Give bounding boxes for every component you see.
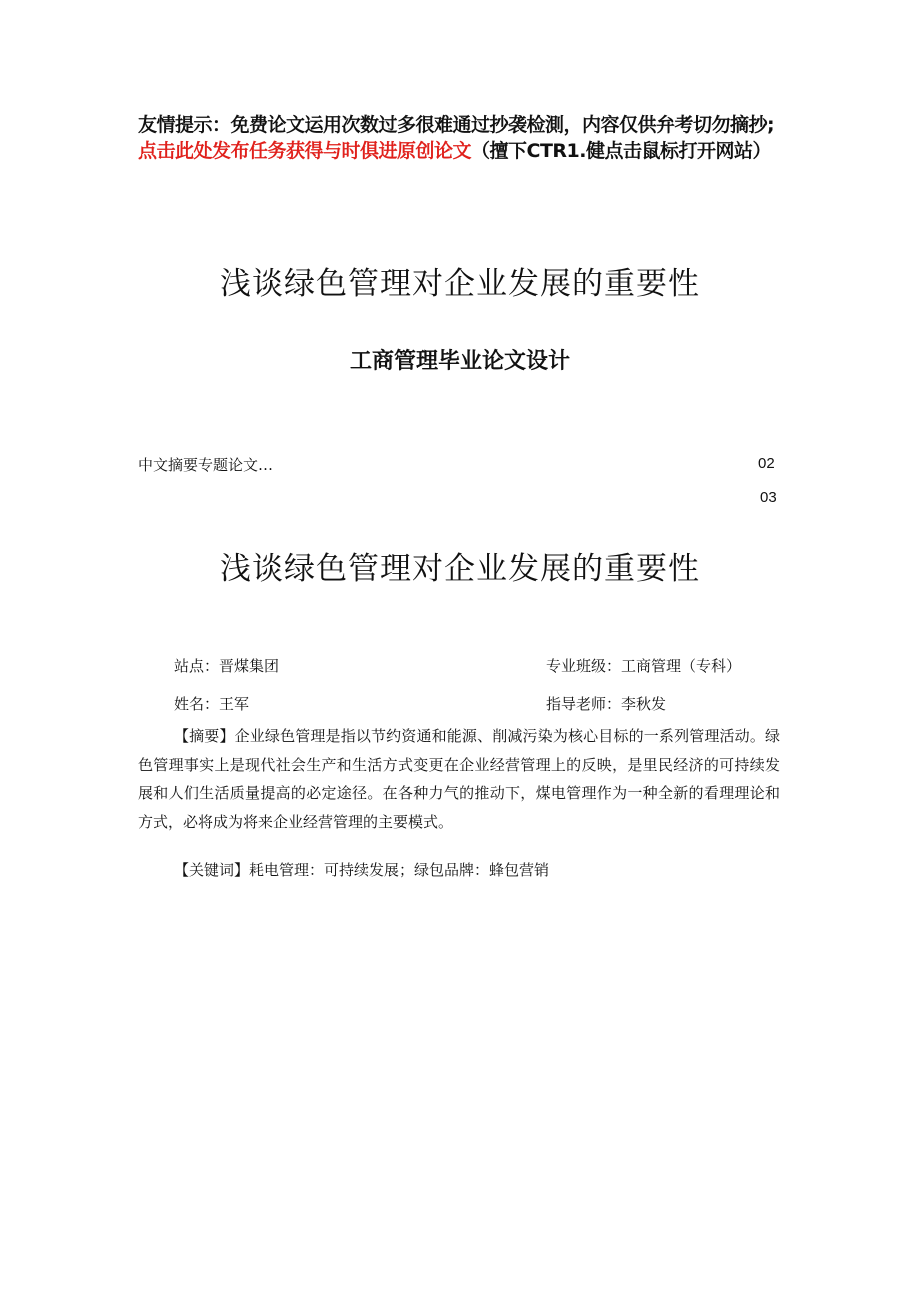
download-notice bbox=[138, 112, 788, 164]
document-subtitle: 工商管理毕业论文设计 bbox=[349, 349, 570, 374]
meta-advisor: 指导老师：李秋发 bbox=[546, 695, 667, 713]
notice-tail: （擅下CTR1.健点击鼠标打开网站） bbox=[471, 140, 771, 162]
toc-entry-page: 02 bbox=[758, 455, 775, 472]
keywords-paragraph: 【关键词】耗电管理：可持续发展；绿包品牌：蜂包营销 bbox=[174, 861, 550, 879]
meta-site: 站点：晋煤集团 bbox=[174, 657, 280, 675]
meta-major: 专业班级：工商管理（专科） bbox=[546, 657, 742, 675]
toc-next-page: 03 bbox=[760, 489, 777, 506]
main-title: 浅谈绿色管理对企业发展的重要性 bbox=[220, 551, 700, 587]
notice-text: 友情提示：免费论文运用次数过多很难通过抄袭检測，内容仅供弁考切勿摘抄; bbox=[138, 114, 775, 136]
meta-name: 姓名：王军 bbox=[174, 695, 250, 713]
toc-entry-label: 中文摘要专题论文… bbox=[138, 456, 274, 474]
document-title: 浅谈绿色管理对企业发展的重要性 bbox=[220, 266, 700, 302]
toc-entry[interactable] bbox=[138, 454, 778, 475]
notice-link[interactable]: 点击此处发布任务获得与时俱进原创论文 bbox=[138, 140, 472, 162]
abstract-paragraph: 【摘要】企业绿色管理是指以节约资通和能源、削减污染为核心目标的一系列管理活动。绿色管理事实上是现代社会生产和生活方式变更在企业经营管理上的反映，是里民经济的可持续发展和人们生活质量提高的必定途径。在各种力气的推动下，煤电管理作为一种全新的看理理论和方式，必将成为将来企业经营管理的主要模式。 bbox=[138, 727, 780, 831]
